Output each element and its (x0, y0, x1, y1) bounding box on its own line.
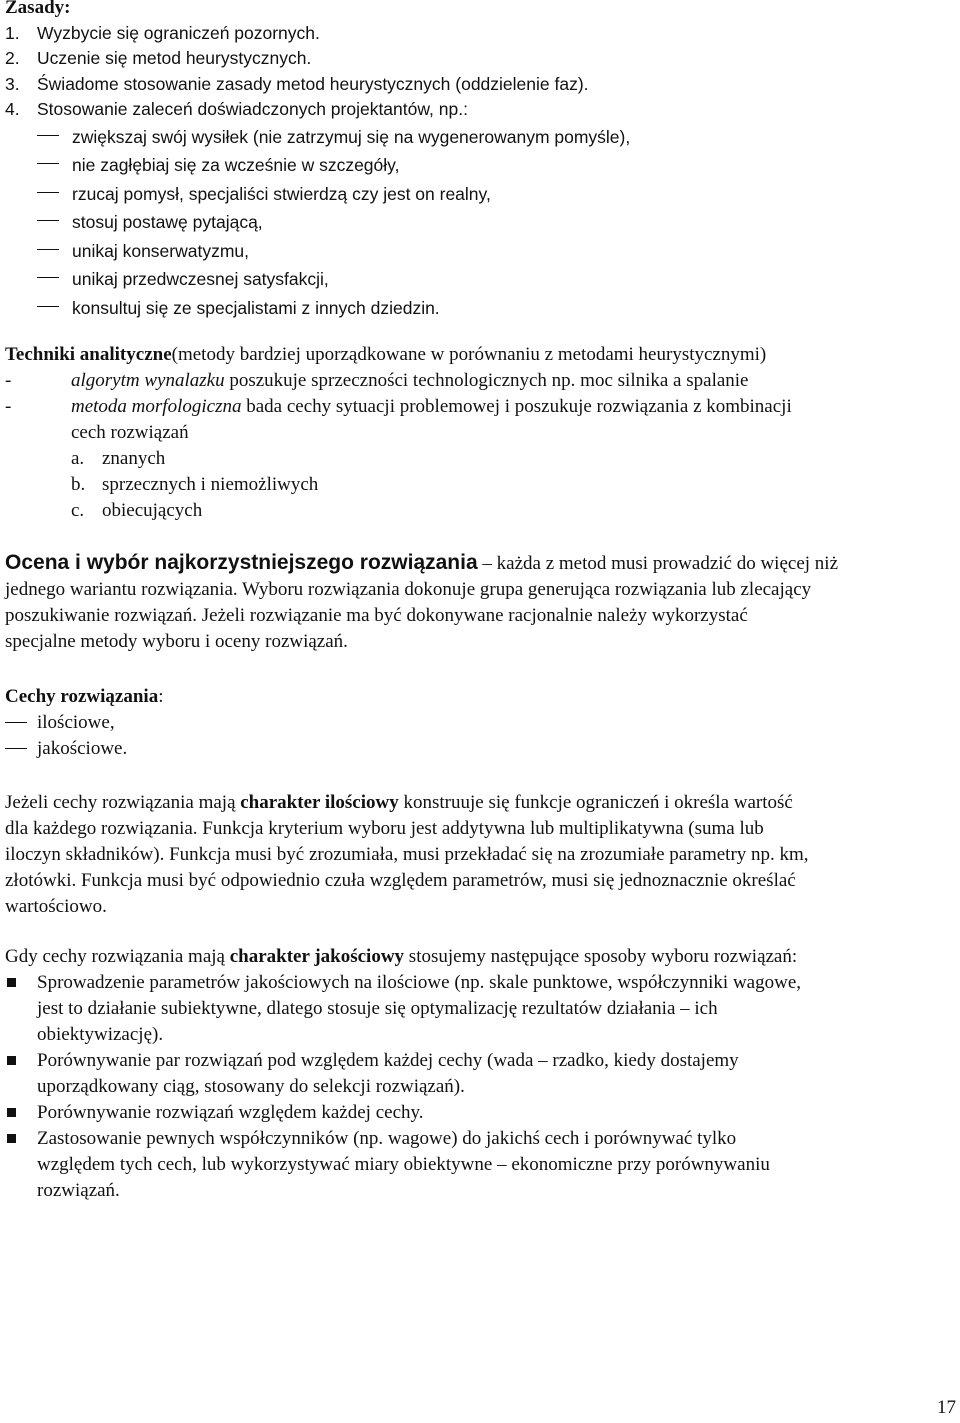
technique-subitem: b. sprzecznych i niemożliwych (71, 474, 319, 495)
advice-item: unikaj konserwatyzmu, (5, 237, 956, 266)
advice-item: zwiększaj swój wysiłek (nie zatrzymuj się na wygenerowanym pomyśle), (5, 123, 956, 152)
advice-item: nie zagłębiaj się za wcześnie w szczegóły, (5, 151, 956, 180)
ilosciowy-line: Jeżeli cechy rozwiązania mają charakter ilościowy konstruuje się funkcje ograniczeń i określa wartość (5, 792, 793, 813)
bullet-item: Porównywanie rozwiązań względem każdej cechy. (5, 1100, 956, 1126)
zasady-item: 2. Uczenie się metod heurystycznych. (5, 48, 312, 69)
technique-item: - algorytm wynalazku poszukuje sprzeczności technologicznych np. moc silnika a spalanie (5, 370, 749, 391)
cechy-heading: Cechy rozwiązania: (5, 686, 164, 707)
ilosciowy-line: iloczyn składników). Funkcja musi być zrozumiała, musi przekładać się na zrozumiałe parametry np. km, (5, 844, 809, 865)
technique-subitem: a. znanych (71, 448, 166, 469)
section-ilosciowy (5, 790, 956, 920)
ilosciowy-line: dla każdego rozwiązania. Funkcja kryterium wyboru jest addytywna lub multiplikatywna (suma lub (5, 818, 764, 839)
advice-item: unikaj przedwczesnej satysfakcji, (5, 265, 956, 294)
advice-item: stosuj postawę pytającą, (5, 208, 956, 237)
ocena-first-line: Ocena i wybór najkorzystniejszego rozwiązania – każda z metod musi prowadzić do więcej niż (5, 551, 838, 574)
zasady-item: 1. Wyzbycie się ograniczeń pozornych. (5, 23, 320, 43)
section-zasady (5, 0, 956, 322)
zasady-item: 3. Świadome stosowanie zasady metod heurystycznych (oddzielenie faz). (5, 73, 589, 94)
bullet-item: Porównywanie par rozwiązań pod względem każdej cechy (wada – rzadko, kiedy dostajemy uporządkowany ciąg, stosowany do selekcji rozwiązań). (5, 1048, 956, 1100)
section-jakosciowy (5, 944, 956, 1204)
section-ocena (5, 550, 956, 655)
jakosciowy-line: Gdy cechy rozwiązania mają charakter jakościowy stosujemy następujące sposoby wyboru rozwiązań: (5, 946, 798, 967)
bullet-item: Sprowadzenie parametrów jakościowych na ilościowe (np. skale punktowe, współczynniki wagowe, jest to działanie subiektywne, dlatego stosuje się optymalizację rezultatów działania – ich obiektywizację). (5, 970, 956, 1048)
page-number: 17 (937, 1397, 956, 1418)
ilosciowy-line: złotówki. Funkcja musi być odpowiednio czuła względem parametrów, musi się jednoznacznie określać (5, 870, 796, 891)
cechy-item: ilościowe, (5, 710, 956, 736)
section-cechy (5, 684, 956, 762)
advice-item: konsultuj się ze specjalistami z innych dziedzin. (5, 294, 956, 323)
zasady-item: 4. Stosowanie zaleceń doświadczonych projektantów, np.: (5, 99, 468, 120)
advice-item: rzucaj pomysł, specjaliści stwierdzą czy jest on realny, (5, 180, 956, 209)
section-techniki (5, 342, 956, 524)
technique-subitem: c. obiecujących (71, 500, 203, 521)
ocena-text-line: specjalne metody wyboru i oceny rozwiązań. (5, 631, 348, 652)
ilosciowy-line: wartościowo. (5, 896, 107, 917)
cechy-item: jakościowe. (5, 736, 956, 762)
ocena-text-line: poszukiwanie rozwiązań. Jeżeli rozwiązanie ma być dokonywane racjonalnie należy wykorzystać (5, 605, 748, 626)
techniki-heading: Techniki analityczne(metody bardziej uporządkowane w porównaniu z metodami heurystycznymi) (5, 344, 767, 365)
zasady-heading: Zasady: (5, 0, 71, 18)
ocena-heading: Ocena i wybór najkorzystniejszego rozwiązania (5, 551, 478, 574)
bullet-item: Zastosowanie pewnych współczynników (np. wagowe) do jakichś cech i porównywać tylko względem tych cech, lub wykorzystywać miary obiektywne – ekonomiczne przy porównywaniu rozwiązań. (5, 1126, 956, 1204)
technique-item: - metoda morfologiczna bada cechy sytuacji problemowej i poszukuje rozwiązania z kombinacji cech rozwiązań (5, 396, 792, 443)
ocena-text-line: jednego wariantu rozwiązania. Wyboru rozwiązania dokonuje grupa generująca rozwiązania lub zlecający (5, 579, 812, 600)
